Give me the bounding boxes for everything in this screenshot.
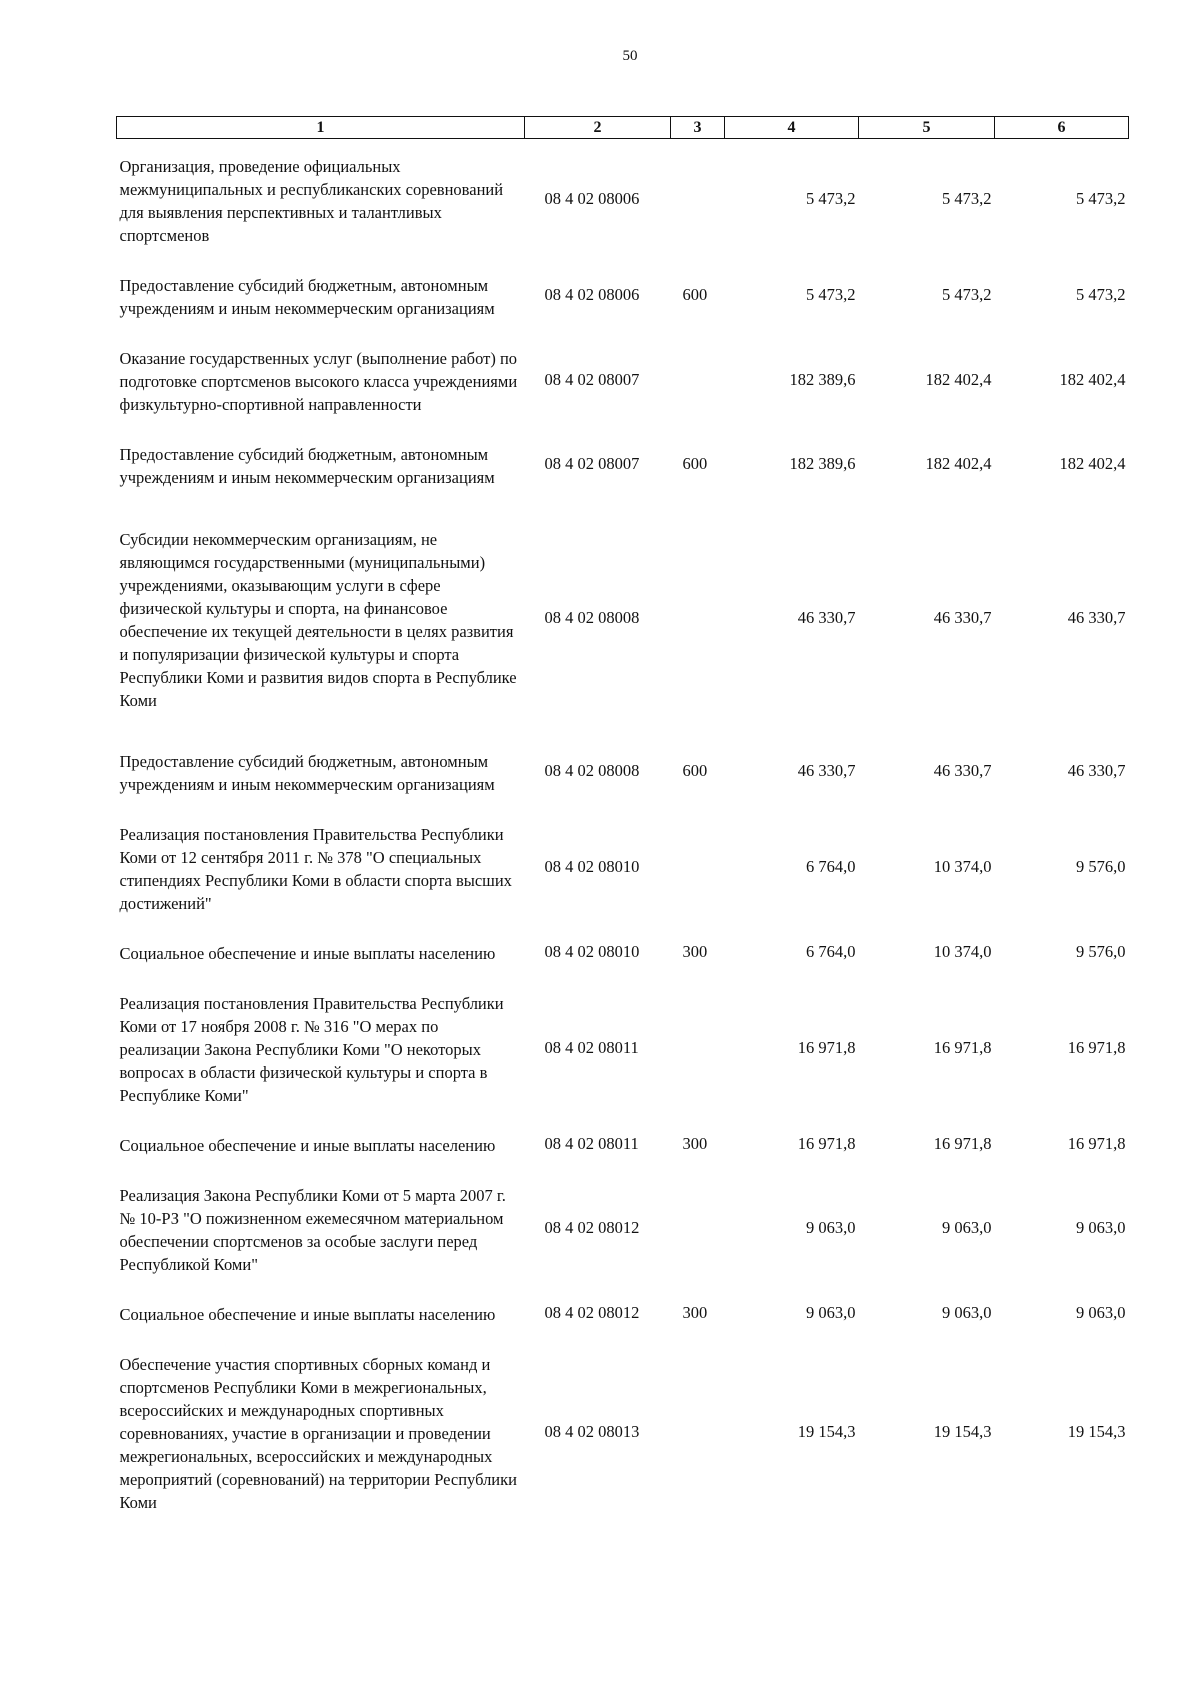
row-code: 08 4 02 08008	[544, 607, 640, 627]
row-value-4: 19 154,3	[797, 1421, 856, 1441]
row-value-6: 16 971,8	[1067, 1133, 1126, 1153]
row-value-6: 9 063,0	[1076, 1302, 1126, 1322]
table-row	[117, 427, 1129, 500]
row-expense-type	[671, 1337, 725, 1525]
row-code: 08 4 02 08013	[544, 1421, 640, 1441]
row-code: 08 4 02 08006	[544, 285, 640, 304]
row-code: 08 4 02 08010	[544, 941, 640, 961]
row-code: 08 4 02 08010	[544, 857, 640, 876]
row-value-6: 9 576,0	[1076, 941, 1126, 961]
column-header-3: 3	[671, 117, 725, 139]
row-value-6: 46 330,7	[1067, 761, 1126, 780]
column-header-2: 2	[525, 117, 671, 139]
row-value-5: 19 154,3	[933, 1421, 992, 1441]
row-value-4: 16 971,8	[797, 1133, 856, 1153]
header-row	[117, 117, 1129, 139]
row-expense-type: 600	[682, 761, 708, 780]
row-description: Оказание государственных услуг (выполнение работ) по подготовке спортсменов высокого класса учреждениями физкультурно-спортивной направленности	[119, 349, 518, 414]
row-value-6: 16 971,8	[1067, 1037, 1126, 1057]
column-header-5: 5	[859, 117, 995, 139]
row-value-5: 5 473,2	[942, 285, 992, 304]
row-expense-type	[671, 976, 725, 1118]
row-value-5: 182 402,4	[925, 369, 992, 389]
table-row	[117, 331, 1129, 427]
row-value-5: 9 063,0	[942, 1218, 992, 1237]
row-value-5: 182 402,4	[925, 454, 992, 473]
row-value-4: 6 764,0	[806, 857, 856, 876]
row-code: 08 4 02 08006	[544, 189, 640, 208]
row-value-5: 10 374,0	[933, 941, 992, 961]
table-row	[117, 976, 1129, 1118]
table-row	[117, 926, 1129, 976]
table-row	[117, 1287, 1129, 1337]
row-description: Предоставление субсидий бюджетным, автономным учреждениям и иным некоммерческим организациям	[119, 445, 495, 487]
page-number: 50	[622, 48, 638, 64]
table-row	[117, 258, 1129, 331]
column-header-4: 4	[725, 117, 859, 139]
row-expense-type: 300	[682, 1302, 708, 1322]
row-description: Организация, проведение официальных межмуниципальных и республиканских соревнований для выявления перспективных и талантливых спортсменов	[119, 157, 504, 245]
row-value-6: 182 402,4	[1059, 369, 1126, 389]
row-expense-type	[671, 500, 725, 734]
row-value-6: 19 154,3	[1067, 1421, 1126, 1441]
row-value-5: 46 330,7	[933, 761, 992, 780]
table-body	[117, 139, 1129, 1526]
row-code: 08 4 02 08012	[544, 1218, 640, 1237]
row-value-4: 5 473,2	[806, 285, 856, 304]
row-value-4: 5 473,2	[806, 189, 856, 208]
row-value-5: 10 374,0	[933, 857, 992, 876]
row-value-6: 9 063,0	[1076, 1218, 1126, 1237]
row-expense-type	[671, 807, 725, 926]
row-value-4: 9 063,0	[806, 1302, 856, 1322]
row-value-6: 182 402,4	[1059, 454, 1126, 473]
row-expense-type: 600	[682, 454, 708, 473]
row-expense-type	[671, 331, 725, 427]
row-value-4: 46 330,7	[797, 761, 856, 780]
row-description: Социальное обеспечение и иные выплаты населению	[119, 944, 496, 963]
row-description: Обеспечение участия спортивных сборных команд и спортсменов Республики Коми в межрегиональных, всероссийских и международных спортивных соревнованиях, участие в организации и проведении межрегиональных, всероссийских и международных мероприятий (соревнований) на территории Республики Коми	[119, 1355, 517, 1512]
row-value-4: 182 389,6	[789, 454, 856, 473]
row-expense-type: 300	[682, 941, 708, 961]
row-value-5: 9 063,0	[942, 1302, 992, 1322]
table-row	[117, 1337, 1129, 1525]
row-description: Субсидии некоммерческим организациям, не являющимся государственными (муниципальными) учреждениями, оказывающим услуги в сфере физической культуры и спорта, на финансовое обеспечение их текущей деятельности в целях развития и популяризации физической культуры и спорта Республики Коми и развития видов спорта в Республике Коми	[119, 530, 517, 710]
row-expense-type	[671, 1168, 725, 1287]
column-header-6: 6	[995, 117, 1129, 139]
row-value-4: 16 971,8	[797, 1037, 856, 1057]
row-value-5: 46 330,7	[933, 607, 992, 627]
row-code: 08 4 02 08007	[544, 369, 640, 389]
row-expense-type	[671, 139, 725, 259]
row-description: Социальное обеспечение и иные выплаты населению	[119, 1136, 496, 1155]
row-value-6: 5 473,2	[1076, 285, 1126, 304]
row-value-5: 16 971,8	[933, 1037, 992, 1057]
row-description: Предоставление субсидий бюджетным, автономным учреждениям и иным некоммерческим организациям	[119, 276, 495, 318]
row-description: Реализация Закона Республики Коми от 5 марта 2007 г. № 10-РЗ "О пожизненном ежемесячном материальном обеспечении спортсменов за особые заслуги перед Республикой Коми"	[119, 1186, 506, 1274]
row-value-4: 46 330,7	[797, 607, 856, 627]
row-code: 08 4 02 08012	[544, 1302, 640, 1322]
row-value-5: 5 473,2	[942, 189, 992, 208]
row-code: 08 4 02 08008	[544, 761, 640, 780]
budget-table	[116, 116, 1129, 1525]
row-code: 08 4 02 08011	[544, 1037, 639, 1057]
row-value-6: 9 576,0	[1076, 857, 1126, 876]
table-row	[117, 500, 1129, 734]
table-row	[117, 139, 1129, 259]
row-code: 08 4 02 08007	[544, 454, 640, 473]
row-description: Реализация постановления Правительства Республики Коми от 17 ноября 2008 г. № 316 "О мерах по реализации Закона Республики Коми "О некоторых вопросах в области физической культуры и спорта в Республике Коми"	[119, 994, 504, 1105]
table-row	[117, 1168, 1129, 1287]
row-value-6: 5 473,2	[1076, 189, 1126, 208]
table-row	[117, 734, 1129, 807]
row-value-5: 16 971,8	[933, 1133, 992, 1153]
row-expense-type: 300	[682, 1133, 708, 1153]
row-value-6: 46 330,7	[1067, 607, 1126, 627]
row-expense-type: 600	[682, 285, 708, 304]
row-value-4: 182 389,6	[789, 369, 856, 389]
row-description: Предоставление субсидий бюджетным, автономным учреждениям и иным некоммерческим организациям	[119, 752, 495, 794]
row-value-4: 6 764,0	[806, 941, 856, 961]
row-value-4: 9 063,0	[806, 1218, 856, 1237]
row-description: Реализация постановления Правительства Республики Коми от 12 сентября 2011 г. № 378 "О специальных стипендиях Республики Коми в области спорта высших достижений"	[119, 825, 512, 913]
table-row	[117, 1118, 1129, 1168]
row-description: Социальное обеспечение и иные выплаты населению	[119, 1305, 496, 1324]
column-header-1: 1	[117, 117, 525, 139]
row-code: 08 4 02 08011	[544, 1133, 639, 1153]
table-row	[117, 807, 1129, 926]
table-header	[117, 117, 1129, 139]
